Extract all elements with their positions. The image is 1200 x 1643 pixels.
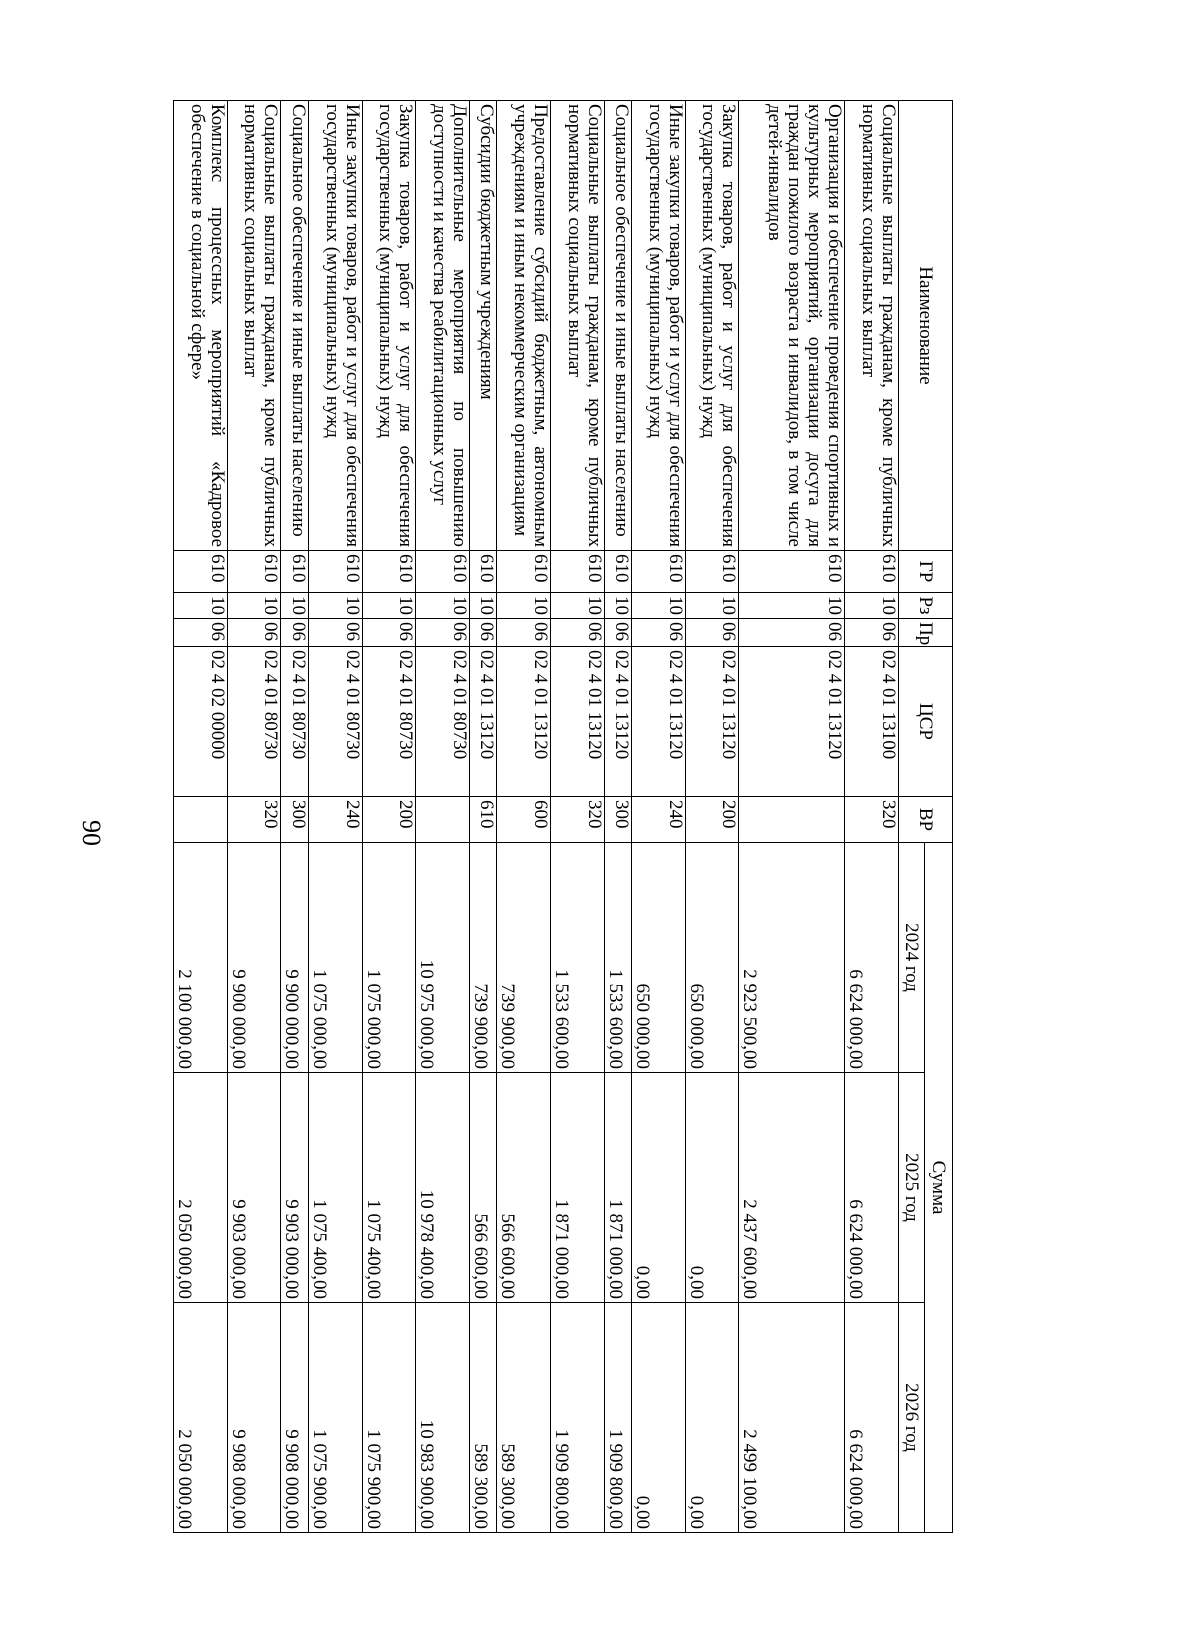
row-name: Социальные выплаты гражданам, кроме публичных нормативных социальных выплат [845,101,899,551]
row-amount-2026: 1 909 800,00 [550,1303,604,1533]
row-rz: 10 [308,593,362,619]
row-vr: 240 [308,797,362,843]
row-gr: 610 [685,551,739,593]
row-gr: 610 [604,551,631,593]
table-row [281,101,308,1533]
row-amount-2025: 1 075 400,00 [308,1073,362,1303]
row-amount-2025: 2 437 600,00 [739,1073,845,1303]
table-body [174,101,899,1533]
row-name: Социальные выплаты гражданам, кроме публичных нормативных социальных выплат [227,101,281,551]
header-pr: Пр [899,619,953,647]
row-pr: 06 [227,619,281,647]
row-csr: 02 4 01 80730 [281,647,308,797]
header-sum: Сумма [925,843,953,1533]
row-amount-2025: 6 624 000,00 [845,1073,899,1303]
row-csr: 02 4 01 80730 [416,647,470,797]
row-amount-2025: 1 075 400,00 [362,1073,416,1303]
row-amount-2026: 0,00 [685,1303,739,1533]
row-csr: 02 4 01 13120 [497,647,551,797]
row-pr: 06 [604,619,631,647]
row-amount-2025: 566 600,00 [497,1073,551,1303]
row-csr: 02 4 01 13120 [685,647,739,797]
row-amount-2026: 9 908 000,00 [281,1303,308,1533]
row-csr: 02 4 01 13120 [604,647,631,797]
table-row [604,101,631,1533]
row-csr: 02 4 02 00000 [174,647,228,797]
table-header [899,101,953,1533]
row-pr: 06 [416,619,470,647]
row-rz: 10 [469,593,496,619]
row-amount-2024: 9 900 000,00 [227,843,281,1073]
row-gr: 610 [416,551,470,593]
table-row [362,101,416,1533]
row-vr: 300 [281,797,308,843]
table-row [227,101,281,1533]
table-row [739,101,845,1533]
row-vr: 240 [632,797,686,843]
row-gr: 610 [739,551,845,593]
header-name: Наименование [899,101,953,551]
header-rz: Рз [899,593,953,619]
row-vr [416,797,470,843]
row-amount-2026: 6 624 000,00 [845,1303,899,1533]
row-amount-2025: 566 600,00 [469,1073,496,1303]
table-row [497,101,551,1533]
row-amount-2024: 2 923 500,00 [739,843,845,1073]
header-csr: ЦСР [899,647,953,797]
row-pr: 06 [469,619,496,647]
header-gr: ГР [899,551,953,593]
row-amount-2024: 1 075 000,00 [308,843,362,1073]
row-rz: 10 [281,593,308,619]
row-gr: 610 [227,551,281,593]
row-amount-2025: 9 903 000,00 [281,1073,308,1303]
row-name: Социальное обеспечение и иные выплаты населению [281,101,308,551]
row-vr: 320 [845,797,899,843]
row-amount-2024: 739 900,00 [497,843,551,1073]
row-amount-2025: 9 903 000,00 [227,1073,281,1303]
row-csr: 02 4 01 80730 [227,647,281,797]
row-amount-2026: 589 300,00 [497,1303,551,1533]
row-name: Закупка товаров, работ и услуг для обеспечения государственных (муниципальных) нужд [362,101,416,551]
row-vr: 200 [685,797,739,843]
row-gr: 610 [550,551,604,593]
row-gr: 610 [497,551,551,593]
row-name: Иные закупки товаров, работ и услуг для обеспечения государственных (муниципальных) нужд [632,101,686,551]
row-gr: 610 [308,551,362,593]
row-name: Социальные выплаты гражданам, кроме публичных нормативных социальных выплат [550,101,604,551]
row-pr: 06 [550,619,604,647]
page-number: 90 [77,820,106,846]
row-vr: 200 [362,797,416,843]
row-rz: 10 [227,593,281,619]
row-amount-2025: 0,00 [685,1073,739,1303]
row-rz: 10 [497,593,551,619]
row-amount-2024: 1 075 000,00 [362,843,416,1073]
header-year-2025: 2025 год [899,1073,925,1303]
row-pr: 06 [362,619,416,647]
row-amount-2026: 1 075 900,00 [362,1303,416,1533]
row-name: Субсидии бюджетным учреждениям [469,101,496,551]
row-pr: 06 [281,619,308,647]
header-year-2024: 2024 год [899,843,925,1073]
row-pr: 06 [845,619,899,647]
row-amount-2025: 2 050 000,00 [174,1073,228,1303]
row-vr [174,797,228,843]
row-name: Дополнительные мероприятия по повышению доступности и качества реабилитационных услуг [416,101,470,551]
row-gr: 610 [362,551,416,593]
row-name: Организация и обеспечение проведения спортивных и культурных мероприятий, организации досуга для граждан пожилого возраста и инвалидов, в том числе детей-инвалидов [739,101,845,551]
row-name: Комплекс процессных мероприятий «Кадровое обеспечение в социальной сфере» [174,101,228,551]
row-gr: 610 [469,551,496,593]
table-row [632,101,686,1533]
row-amount-2024: 9 900 000,00 [281,843,308,1073]
row-vr: 610 [469,797,496,843]
row-amount-2024: 2 100 000,00 [174,843,228,1073]
row-csr: 02 4 01 13120 [469,647,496,797]
row-amount-2024: 650 000,00 [632,843,686,1073]
row-rz: 10 [362,593,416,619]
row-amount-2025: 0,00 [632,1073,686,1303]
row-csr: 02 4 01 13120 [632,647,686,797]
row-amount-2024: 6 624 000,00 [845,843,899,1073]
row-gr: 610 [845,551,899,593]
row-amount-2024: 1 533 600,00 [550,843,604,1073]
row-name: Социальное обеспечение и иные выплаты населению [604,101,631,551]
row-amount-2026: 1 909 800,00 [604,1303,631,1533]
row-amount-2026: 10 983 900,00 [416,1303,470,1533]
row-name: Закупка товаров, работ и услуг для обеспечения государственных (муниципальных) нужд [685,101,739,551]
row-vr: 300 [604,797,631,843]
row-amount-2024: 1 533 600,00 [604,843,631,1073]
row-pr: 06 [308,619,362,647]
row-vr: 320 [550,797,604,843]
row-vr [739,797,845,843]
row-amount-2026: 589 300,00 [469,1303,496,1533]
row-pr: 06 [739,619,845,647]
budget-table [173,100,953,1533]
row-name: Иные закупки товаров, работ и услуг для обеспечения государственных (муниципальных) нужд [308,101,362,551]
table-row [416,101,470,1533]
table-row [174,101,228,1533]
row-vr: 600 [497,797,551,843]
row-amount-2024: 650 000,00 [685,843,739,1073]
row-rz: 10 [739,593,845,619]
table-row [685,101,739,1533]
row-amount-2025: 10 978 400,00 [416,1073,470,1303]
row-gr: 610 [174,551,228,593]
header-year-2026: 2026 год [899,1303,925,1533]
row-name: Предоставление субсидий бюджетным, автономным учреждениям и иным некоммерческим организациям [497,101,551,551]
row-rz: 10 [685,593,739,619]
row-rz: 10 [845,593,899,619]
row-amount-2026: 0,00 [632,1303,686,1533]
row-vr: 320 [227,797,281,843]
row-amount-2025: 1 871 000,00 [604,1073,631,1303]
row-pr: 06 [497,619,551,647]
row-amount-2026: 1 075 900,00 [308,1303,362,1533]
row-rz: 10 [174,593,228,619]
row-rz: 10 [604,593,631,619]
row-amount-2026: 2 499 100,00 [739,1303,845,1533]
header-vr: ВР [899,797,953,843]
row-pr: 06 [632,619,686,647]
row-csr: 02 4 01 80730 [362,647,416,797]
row-csr: 02 4 01 13120 [550,647,604,797]
row-gr: 610 [632,551,686,593]
row-amount-2024: 739 900,00 [469,843,496,1073]
row-amount-2026: 9 908 000,00 [227,1303,281,1533]
row-amount-2024: 10 975 000,00 [416,843,470,1073]
row-rz: 10 [550,593,604,619]
table-row [845,101,899,1533]
table-row [550,101,604,1533]
row-rz: 10 [632,593,686,619]
row-pr: 06 [685,619,739,647]
row-amount-2026: 2 050 000,00 [174,1303,228,1533]
row-pr: 06 [174,619,228,647]
table-row [308,101,362,1533]
row-gr: 610 [281,551,308,593]
rotated-table-wrapper [173,100,953,1532]
row-rz: 10 [416,593,470,619]
row-amount-2025: 1 871 000,00 [550,1073,604,1303]
row-csr: 02 4 01 13100 [845,647,899,797]
table-row [469,101,496,1533]
row-csr: 02 4 01 80730 [308,647,362,797]
row-csr: 02 4 01 13120 [739,647,845,797]
